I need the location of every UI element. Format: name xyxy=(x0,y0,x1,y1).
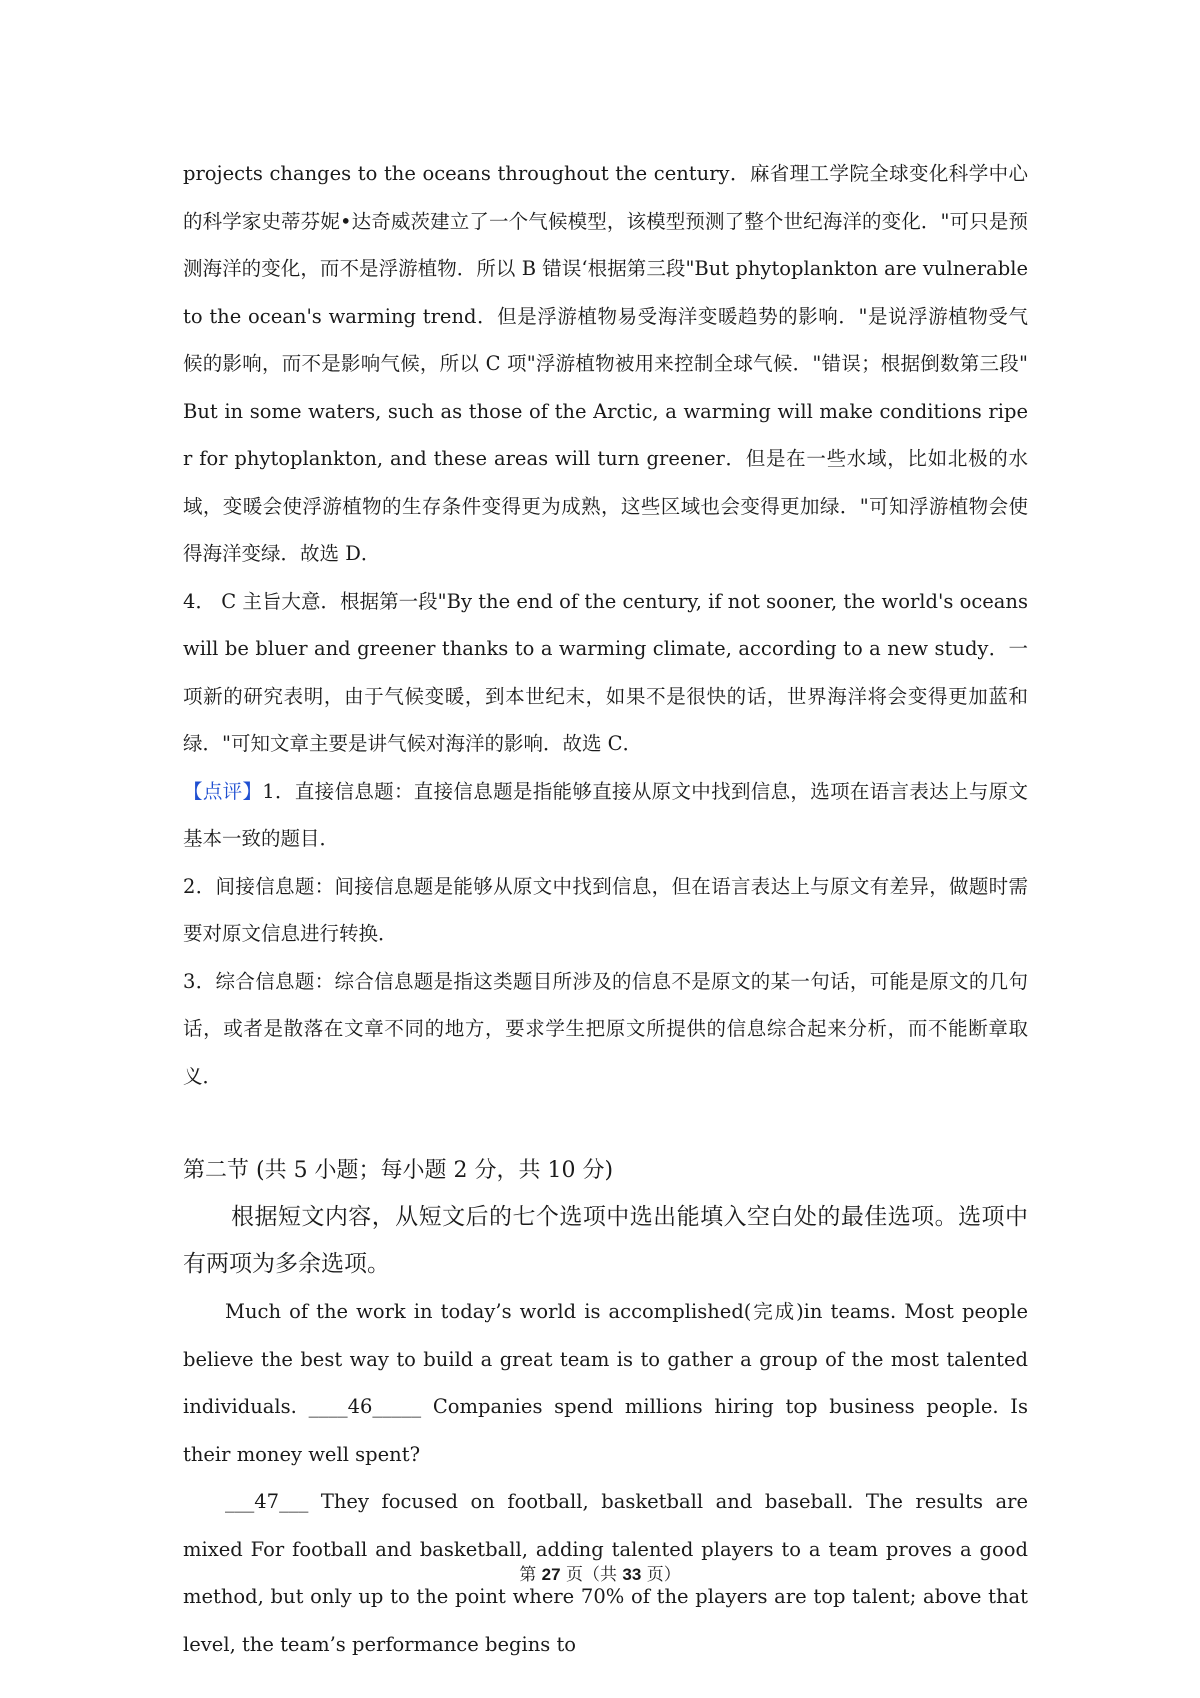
page-footer xyxy=(0,1560,1200,1585)
comment-1-text: 1．直接信息题：直接信息题是指能够直接从原文中找到信息，选项在语言表达上与原文基本一致的题目． xyxy=(183,779,1028,850)
comment-paragraph-1 xyxy=(183,768,1028,863)
footer-suffix: 页） xyxy=(641,1565,681,1585)
comment-paragraph-2: 2．间接信息题：间接信息题是能够从原文中找到信息，但在语言表达上与原文有差异，做题时需要对原文信息进行转换． xyxy=(183,874,1028,945)
passage-paragraph-1: Much of the work in today’s world is accomplished(完成)in teams. Most people believe the best way to build a great team is to gather a group of the most talented individuals. ____46_____ Companies spend millions hiring top business people. Is their money well spent? xyxy=(183,1300,1028,1466)
analysis-paragraph-q3: projects changes to the oceans throughout the century．麻省理工学院全球变化科学中心的科学家史蒂芬妮•达奇威茨建立了一个气候模型，该模型预测了整个世纪海洋的变化．"可只是预测海洋的变化，而不是浮游植物．所以 B 错误‘根据第三段"But phytoplankton are vulnerable to the ocean's warming trend．但是浮游植物易受海洋变暖趋势的影响．"是说浮游植物受气候的影响，而不是影响气候，所以 C 项"浮游植物被用来控制全球气候．"错误；根据倒数第三段" But in some waters, such as those of the Arctic, a warming will make conditions riper for phytoplankton, and these areas will turn greener．但是在一些水域，比如北极的水域，变暖会使浮游植物的生存条件变得更为成熟，这些区域也会变得更加绿．"可知浮游植物会使得海洋变绿．故选 D． xyxy=(183,162,1028,565)
footer-page-number: 27 xyxy=(541,1565,561,1584)
comment-tag: 【点评】 xyxy=(183,779,263,803)
analysis-paragraph-q4: 4． C 主旨大意．根据第一段"By the end of the century, if not sooner, the world's oceans will be bluer and greener thanks to a warming climate, according to a new study．一项新的研究表明，由于气候变暖，到本世纪末，如果不是很快的话，世界海洋将会变得更加蓝和绿．"可知文章主要是讲气候对海洋的影响．故选 C． xyxy=(183,589,1028,755)
footer-total-pages: 33 xyxy=(622,1565,642,1584)
comment-paragraph-3: 3．综合信息题：综合信息题是指这类题目所涉及的信息不是原文的某一句话，可能是原文的几句话，或者是散落在文章不同的地方，要求学生把原文所提供的信息综合起来分析，而不能断章取义． xyxy=(183,969,1028,1088)
section-heading: 第二节 (共 5 小题；每小题 2 分，共 10 分) xyxy=(183,1158,614,1183)
footer-middle: 页（共 xyxy=(560,1565,623,1585)
passage-paragraph-2: ___47___ They focused on football, basketball and baseball. The results are mixed For football and basketball, adding talented players to a team proves a good method, but only up to the point where 70% of the players are top talent; above that level, the team’s performance begins to xyxy=(183,1490,1028,1656)
page-content xyxy=(183,150,1028,1668)
section-instruction: 根据短文内容，从短文后的七个选项中选出能填入空白处的最佳选项。选项中有两项为多余选项。 xyxy=(183,1204,1028,1277)
footer-prefix: 第 xyxy=(519,1565,542,1585)
